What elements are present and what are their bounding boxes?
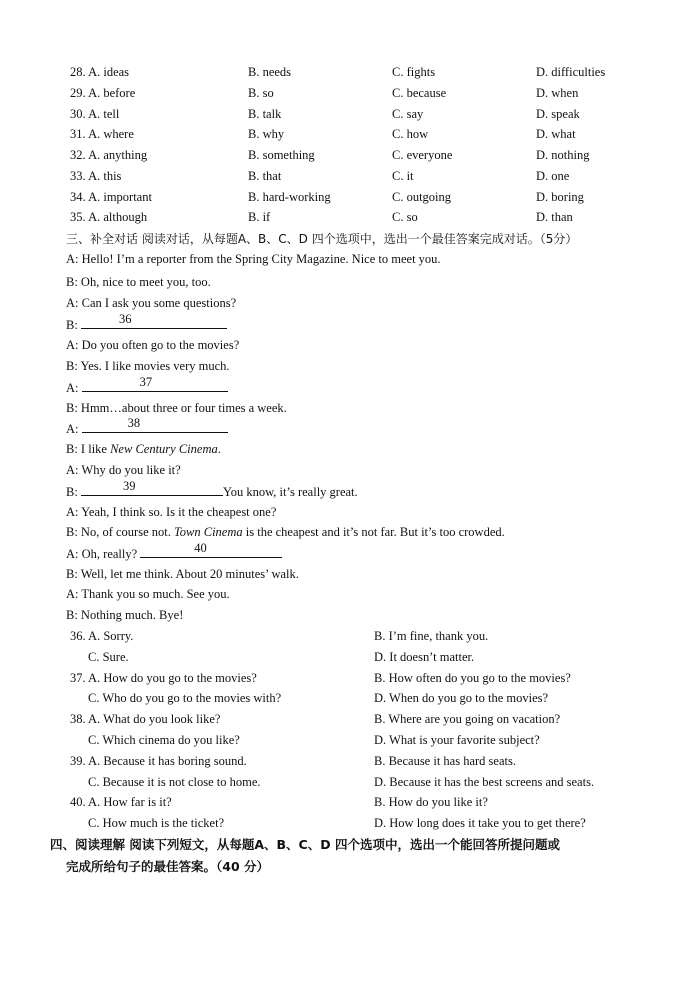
dialogue-line: A: Oh, really? 40 <box>66 543 282 563</box>
option-c: C. Who do you go to the movies with? <box>88 691 282 705</box>
dialogue-line: B: No, of course not. Town Cinema is the cheapest and it’s not far. But it’s too crowded. <box>66 525 505 539</box>
option-c: C. outgoing <box>392 190 452 204</box>
dialogue-line: A: Yeah, I think so. Is it the cheapest one? <box>66 505 277 519</box>
option-a: 39. A. Because it has boring sound. <box>70 754 247 768</box>
dialogue-line: B: I like New Century Cinema. <box>66 442 221 456</box>
option-b: B. Because it has hard seats. <box>374 754 516 768</box>
option-d: D. than <box>536 210 573 224</box>
option-d: D. boring <box>536 190 584 204</box>
option-c: C. everyone <box>392 148 453 162</box>
answer-blank: 38 <box>82 418 228 433</box>
option-d: D. Because it has the best screens and seats. <box>374 775 595 789</box>
dialogue-line: A: Thank you so much. See you. <box>66 587 230 601</box>
dialogue-line: B: Nothing much. Bye! <box>66 608 184 622</box>
dialogue-line: A: Can I ask you some questions? <box>66 296 237 310</box>
option-b: B. so <box>248 86 274 100</box>
option-b: B. hard-working <box>248 190 331 204</box>
option-a: 29. A. before <box>70 86 136 100</box>
answer-blank: 40 <box>140 543 282 558</box>
option-d: D. It doesn’t matter. <box>374 650 475 664</box>
option-a: 31. A. where <box>70 127 134 141</box>
option-a: 33. A. this <box>70 169 122 183</box>
option-c: C. fights <box>392 65 436 79</box>
dialogue-line: A: Do you often go to the movies? <box>66 338 240 352</box>
option-c: C. it <box>392 169 414 183</box>
option-d: D. When do you go to the movies? <box>374 691 549 705</box>
option-a: 36. A. Sorry. <box>70 629 134 643</box>
answer-blank: 36 <box>81 314 227 329</box>
option-b: B. How do you like it? <box>374 795 488 809</box>
dialogue-line: B: 36 <box>66 314 227 334</box>
section-heading-continued: 完成所给句子的最佳答案。（40 分） <box>66 859 269 874</box>
option-c: C. How much is the ticket? <box>88 816 225 830</box>
cinema-name: New Century Cinema <box>110 442 218 456</box>
option-c: C. how <box>392 127 429 141</box>
option-b: B. needs <box>248 65 292 79</box>
option-c: C. say <box>392 107 424 121</box>
option-c: C. so <box>392 210 418 224</box>
option-a: 40. A. How far is it? <box>70 795 172 809</box>
dialogue-line: B: Hmm…about three or four times a week. <box>66 401 287 415</box>
question-row <box>0 83 696 103</box>
option-c: C. Which cinema do you like? <box>88 733 240 747</box>
option-a: 30. A. tell <box>70 107 120 121</box>
option-b: B. that <box>248 169 282 183</box>
section-heading: 四、阅读理解 阅读下列短文，从每题A、B、C、D 四个选项中，选出一个能回答所提问题或 <box>50 837 560 852</box>
section-heading: 三、补全对话 阅读对话，从每题A、B、C、D 四个选项中，选出一个最佳答案完成对话。（5分） <box>66 232 578 246</box>
option-d: D. what <box>536 127 576 141</box>
question-row <box>0 166 696 186</box>
option-b: B. something <box>248 148 315 162</box>
option-b: B. How often do you go to the movies? <box>374 671 571 685</box>
question-row <box>0 62 696 82</box>
option-c: C. Because it is not close to home. <box>88 775 261 789</box>
option-d: D. when <box>536 86 579 100</box>
option-d: D. speak <box>536 107 580 121</box>
option-a: 28. A. ideas <box>70 65 130 79</box>
question-row <box>0 145 696 165</box>
option-b: B. Where are you going on vacation? <box>374 712 561 726</box>
question-row <box>0 104 696 124</box>
option-d: D. What is your favorite subject? <box>374 733 540 747</box>
answer-blank: 39 <box>81 481 223 496</box>
option-d: D. difficulties <box>536 65 606 79</box>
option-c: C. because <box>392 86 447 100</box>
option-b: B. if <box>248 210 271 224</box>
question-row <box>0 207 696 227</box>
option-a: 32. A. anything <box>70 148 148 162</box>
question-row <box>0 187 696 207</box>
option-a: 37. A. How do you go to the movies? <box>70 671 257 685</box>
dialogue-line: A: Why do you like it? <box>66 463 181 477</box>
option-b: B. why <box>248 127 285 141</box>
option-b: B. I’m fine, thank you. <box>374 629 489 643</box>
option-d: D. one <box>536 169 570 183</box>
option-d: D. How long does it take you to get there? <box>374 816 586 830</box>
dialogue-line: B: Well, let me think. About 20 minutes’ walk. <box>66 567 299 581</box>
dialogue-line: A: 38 <box>66 418 228 438</box>
option-a: 35. A. although <box>70 210 148 224</box>
dialogue-line: A: 37 <box>66 377 228 397</box>
option-c: C. Sure. <box>88 650 129 664</box>
option-a: 34. A. important <box>70 190 152 204</box>
cinema-name: Town Cinema <box>173 525 243 539</box>
option-a: 38. A. What do you look like? <box>70 712 221 726</box>
option-d: D. nothing <box>536 148 590 162</box>
dialogue-line: B: 39 You know, it’s really great. <box>66 479 358 499</box>
answer-blank: 37 <box>82 377 228 392</box>
option-b: B. talk <box>248 107 282 121</box>
question-row <box>0 124 696 144</box>
dialogue-line: A: Hello! I’m a reporter from the Spring City Magazine. Nice to meet you. <box>66 252 441 266</box>
dialogue-line: B: Yes. I like movies very much. <box>66 359 230 373</box>
dialogue-line: B: Oh, nice to meet you, too. <box>66 275 211 289</box>
